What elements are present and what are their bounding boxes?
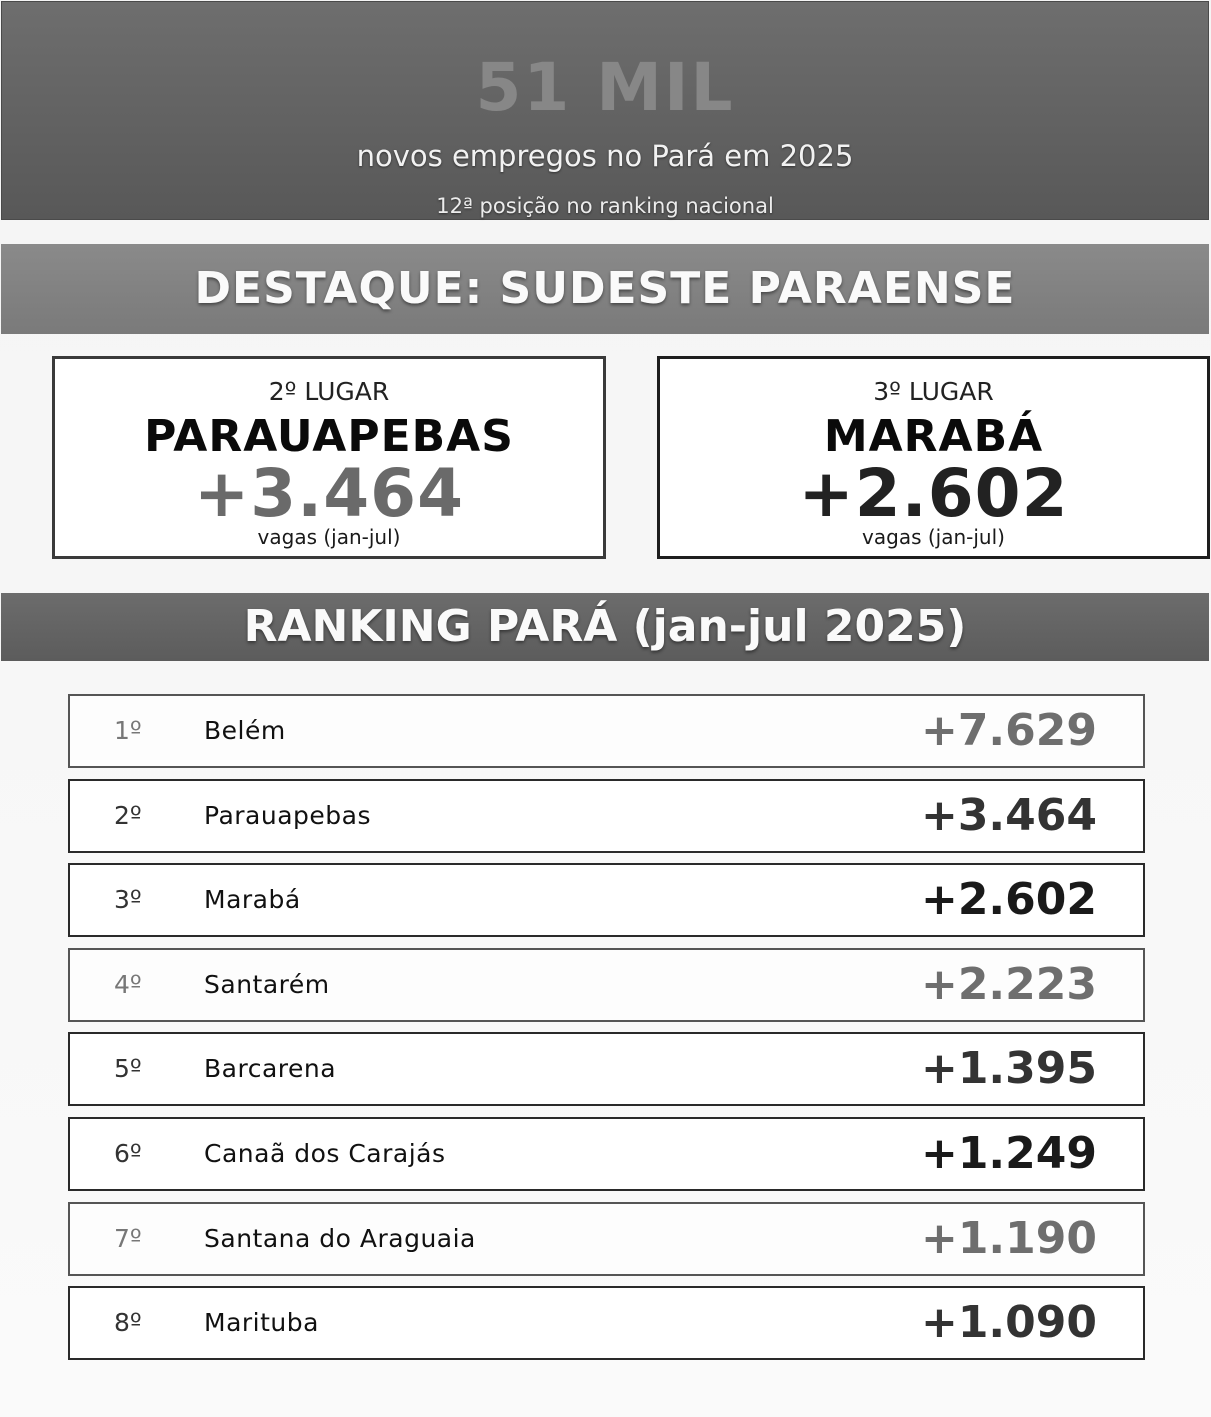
ranking-row-6 <box>68 1117 1145 1191</box>
ranking-row-4 <box>68 948 1145 1022</box>
ranking-row-1 <box>68 694 1145 768</box>
card-unit: vagas (jan-jul) <box>862 525 1005 549</box>
rank-city: Santana do Araguaia <box>204 1223 476 1253</box>
hero-banner <box>1 1 1209 220</box>
rank-value: +7.629 <box>920 705 1097 756</box>
card-place: 3º LUGAR <box>873 377 994 406</box>
hero-subtitle: novos empregos no Pará em 2025 <box>356 139 854 173</box>
hero-big-number: 51 MIL <box>475 49 735 126</box>
ranking-row-8 <box>68 1286 1145 1360</box>
rank-position: 5º <box>114 1054 142 1084</box>
rank-position: 1º <box>114 716 142 745</box>
rank-position: 3º <box>114 885 142 915</box>
highlight-card-maraba <box>657 356 1210 559</box>
card-value: +3.464 <box>193 455 465 532</box>
highlight-card-parauapebas <box>52 356 606 559</box>
rank-position: 8º <box>114 1308 142 1338</box>
ranking-title-bar: RANKING PARÁ (jan-jul 2025) <box>1 593 1209 661</box>
ranking-row-3 <box>68 863 1145 937</box>
rank-city: Marabá <box>204 885 301 915</box>
rank-value: +1.190 <box>920 1212 1097 1264</box>
card-city: MARABÁ <box>823 411 1044 462</box>
rank-position: 2º <box>114 800 142 830</box>
hero-ranking-note: 12ª posição no ranking nacional <box>436 194 774 218</box>
rank-city: Santarém <box>204 969 330 999</box>
rank-city: Marituba <box>204 1308 319 1338</box>
ranking-row-7 <box>68 1202 1145 1276</box>
destaque-title-bar: DESTAQUE: SUDESTE PARAENSE <box>1 244 1209 334</box>
card-place: 2º LUGAR <box>268 377 390 406</box>
ranking-list <box>68 694 1145 1371</box>
rank-city: Canaã dos Carajás <box>204 1138 446 1168</box>
rank-value: +2.223 <box>920 958 1097 1010</box>
card-value: +2.602 <box>798 455 1069 532</box>
rank-position: 7º <box>114 1223 142 1253</box>
rank-value: +2.602 <box>920 874 1097 926</box>
rank-value: +3.464 <box>920 789 1097 841</box>
rank-value: +1.395 <box>920 1043 1097 1095</box>
ranking-row-2 <box>68 779 1145 853</box>
rank-position: 6º <box>114 1138 142 1168</box>
rank-city: Barcarena <box>204 1054 337 1084</box>
rank-value: +1.090 <box>920 1297 1097 1349</box>
rank-city: Belém <box>204 716 286 745</box>
rank-city: Parauapebas <box>204 800 371 830</box>
card-unit: vagas (jan-jul) <box>257 525 401 549</box>
card-city: PARAUAPEBAS <box>144 411 514 462</box>
rank-value: +1.249 <box>920 1127 1097 1179</box>
ranking-row-5 <box>68 1032 1145 1106</box>
rank-position: 4º <box>114 969 142 999</box>
